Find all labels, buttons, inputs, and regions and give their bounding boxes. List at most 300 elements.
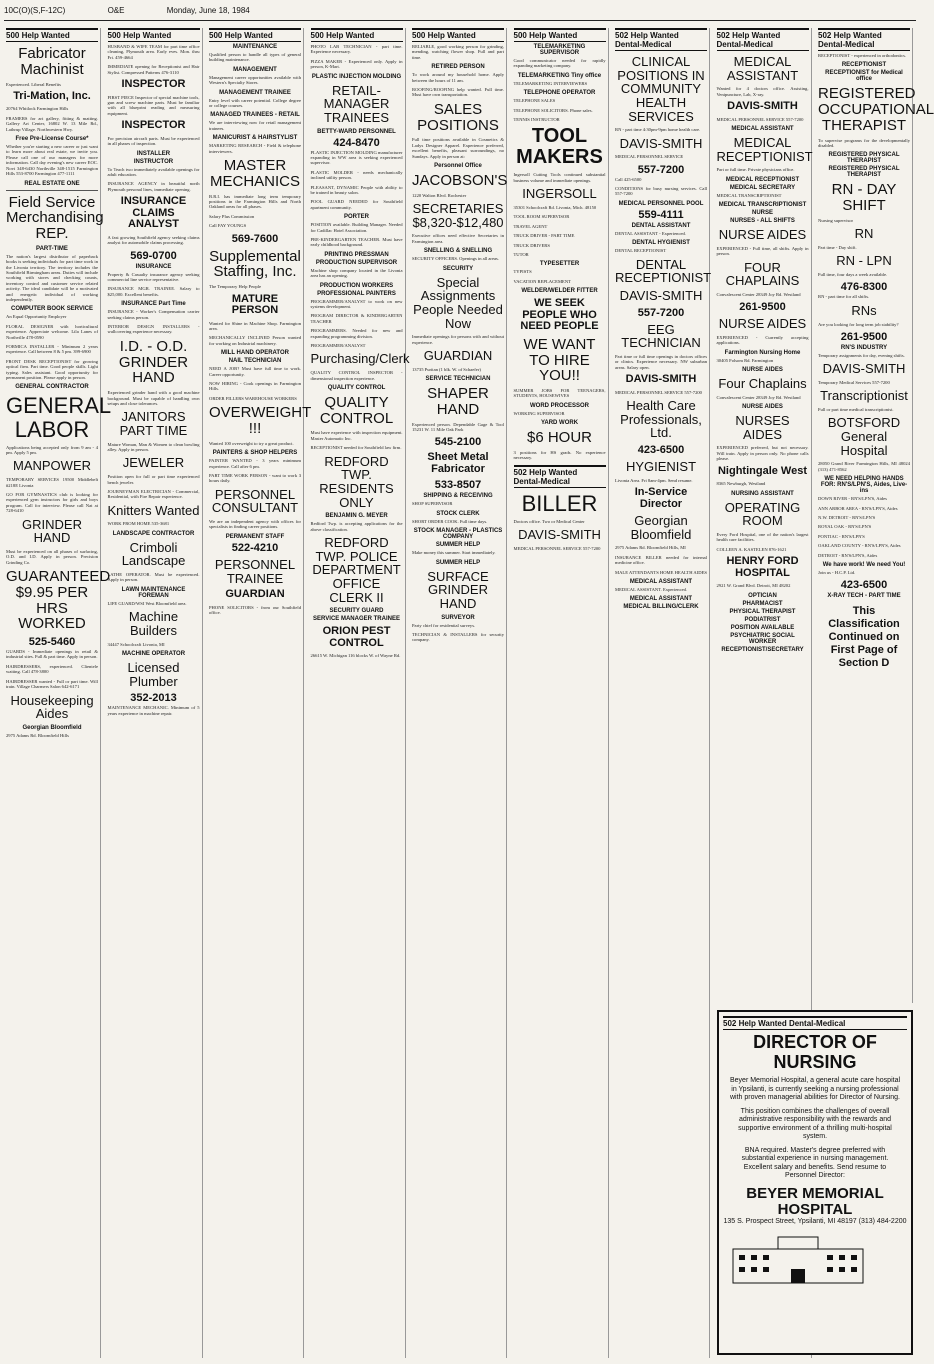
display-ad-heading: REGISTERED OCCUPATIONAL THERAPIST — [818, 85, 934, 134]
ad-text: We are interviewing now for retail management trainees. — [209, 120, 301, 131]
ad-text: HAIRDRESSER wanted - Full or part time. Will train. Village Charmers Salon 642-6171 — [6, 678, 98, 690]
ad-text: SHOP SUPERVISOR — [412, 501, 453, 507]
ad-text: Call FAY YOUNGS — [209, 223, 247, 229]
ad-text: WORKING SUPERVISOR — [513, 410, 565, 416]
phone-number: 569-0700 — [130, 249, 177, 262]
ad-text: Every Ford Hospital, one of the nation's largest health care facilities. — [716, 531, 809, 543]
ad-text: INSURANCE AGENCY in beautiful north Plymouth personal lines, immediate opening. — [107, 181, 200, 192]
ad-text: Part time or full time openings in doctors offices or clinics. Experience necessary. NW suburban areas. Salary open. — [615, 353, 707, 370]
ad-caption: Georgian Bloomfield — [22, 724, 82, 731]
display-ad-heading: BOTSFORD General Hospital — [827, 415, 901, 458]
ad-text: INTERIOR DESIGN INSTALLERS - wallcovering experience necessary. — [107, 324, 200, 335]
ad-text: Management career opportunities available with Western's Specialty Stores. — [209, 74, 301, 86]
ad-text: 2975 Adams Rd. Bloomfield Hills — [6, 732, 69, 738]
display-ad-heading: MATURE PERSON — [231, 292, 279, 317]
ad-text: PHONE SOLICITORS - from our Southfield office. — [209, 604, 301, 616]
ad-body-2: This position combines the challenges of overall administrative responsibility with the rewards and supportive environment of a thrilling multi-hospital system. — [738, 1107, 892, 1140]
display-ad-heading: Sheet Metal Fabricator — [427, 451, 489, 475]
display-ad-heading: RN - DAY SHIFT — [831, 181, 897, 215]
ad-text: 1220 Walton Blvd. Rochester — [412, 192, 467, 198]
ad-text: 8365 Newburgh, Westland — [716, 481, 766, 487]
display-ad-heading: Four Chaplains — [718, 376, 807, 392]
ad-text: Livonia Area. Fri 8am-4pm. Send resume. — [615, 477, 693, 483]
ad-text: TENNIS INSTRUCTOR — [513, 117, 560, 123]
column-c2 — [106, 28, 203, 1358]
ad-text: The nation's largest distributor of paperback books is seeking individuals for part time work in the Livonia territory. The territory includes the Southfield Birmingham areas. Duties will include working with stores and checking counts, inventory control and customer service related activity. The ideal candidate will be a motivated and energetic individual of working independently. — [6, 253, 98, 303]
ad-caption: PSYCHIATRIC SOCIAL WORKER — [730, 632, 795, 645]
ad-text: Are you looking for long term job stability? — [818, 321, 899, 327]
section-header: 502 Help Wanted Dental-Medical — [818, 28, 910, 51]
ad-caption: PRODUCTION WORKERS — [319, 282, 394, 289]
ad-text: MARKETING RESEARCH - Field & telephone interviewers. — [209, 143, 301, 154]
ad-text: Call 425-6500 — [615, 176, 642, 182]
ad-caption: Personnel Office — [434, 162, 482, 169]
display-ad-heading: INGERSOLL — [522, 186, 597, 202]
ad-text: TYPISTS — [513, 269, 532, 275]
ad-caption: LAWN MAINTENANCE FOREMAN — [121, 586, 186, 599]
ad-text: EXPERIENCED preferred, but not necessary. Will train. Apply in person only. No phone calls please. — [716, 445, 809, 462]
ad-text: Experienced person. Dependable Gage & Tool 15231 W. 11 Mile Oak Park — [412, 421, 504, 432]
ad-caption: NURSE AIDES — [742, 367, 783, 374]
ad-text: PIZZA MAKER - Experienced only. Apply in person, K-Mart. — [310, 58, 403, 70]
display-ad-heading: Fabricator Machinist — [18, 45, 86, 78]
ad-text: POSITION available. Building Manager. Needed for Cadillac Hotel Association. — [310, 222, 403, 233]
display-ad-heading: Machine Builders — [128, 609, 179, 638]
ad-caption: RN'S INDUSTRY — [840, 344, 888, 351]
ad-text: Full time positions available in Cosmetics & Ladys Designer Apparel. Experience preferred, excellent benefits, pleasant surroundings, no Sundays. Apply in person at: — [412, 137, 504, 159]
display-ad-heading: DAVIS-SMITH — [822, 361, 906, 377]
ad-text: RECEPTIONIST needed for Southfield law firm. — [310, 445, 402, 451]
ad-text: TOOL ROOM SUPERVISOR — [513, 214, 570, 220]
display-ad-heading: Tri-Mation, Inc. — [13, 89, 91, 102]
display-ad-heading: SHAPER HAND — [427, 385, 489, 418]
display-ad-heading: SALES POSITIONS — [417, 100, 499, 134]
ad-caption: STOCK MANAGER - PLASTICS COMPANY — [413, 528, 503, 541]
ad-caption: RECEPTIONIST/SECRETARY — [721, 646, 804, 653]
ad-caption: POSITION AVAILABLE — [730, 624, 795, 631]
ad-text: FRONT DESK RECEPTIONIST for growing optical firm. Part time. Good people skills. Light typing. Sales assistant. Good opportunity for permanent position. Please apply in person. — [6, 358, 98, 381]
column-c6 — [512, 28, 609, 1358]
ad-caption: MACHINE OPERATOR — [121, 650, 186, 657]
ad-caption: WORD PROCESSOR — [529, 402, 589, 409]
ad-text: Full or part time medical transcriptionist. — [818, 407, 894, 413]
display-ad-heading: SECRETARIES $8,320-$12,480 — [412, 201, 504, 230]
ad-caption: MANAGEMENT TRAINEE — [219, 89, 291, 96]
ad-caption: MEDICAL ASSISTANT — [731, 126, 794, 133]
ad-text: MEDICAL PERSONNEL SERVICE 557-7200 — [615, 389, 702, 395]
ad-text: OAKLAND COUNTY - RN'S/LPN'S, Aides — [818, 543, 901, 549]
display-ad-heading: GUARDIAN — [423, 348, 493, 363]
ad-text: DETROIT - RN'S/LPN'S, Aides — [818, 552, 878, 558]
ad-text: Immediate openings for persons with and without experience. — [412, 334, 504, 345]
ad-caption: SUMMER HELP — [435, 542, 481, 549]
phone-number: 557-7200 — [637, 163, 685, 176]
ad-text: GUARDS - Immediate openings in retail & industrial sites. Full & part time. Apply in person. — [6, 649, 98, 660]
section-header: 500 Help Wanted — [108, 28, 200, 42]
ad-text: PLEASANT, DYNAMIC People with ability to be trained in beauty salon. — [310, 184, 403, 195]
ad-text: Wanted for 4 doctors office. Assisting, Venipuncture, Lab, X-ray. — [716, 86, 809, 97]
display-ad-heading: DAVIS-SMITH — [619, 287, 703, 303]
ad-text: SECURITY OFFICERS. Openings in all areas. — [412, 256, 499, 262]
ad-caption: BENJAMIN G. MEYER — [325, 513, 388, 520]
ad-text: 2975 Adams Rd. Bloomfield Hills, MI — [615, 545, 686, 551]
ad-text: DOWN RIVER - RN'S/LPN'S, Aides — [818, 496, 887, 502]
display-ad-heading: ORION PEST CONTROL — [322, 625, 391, 649]
ad-caption: SURVEYOR — [441, 614, 475, 621]
section-header: 500 Help Wanted — [6, 28, 98, 42]
ad-caption: SNELLING & SNELLING — [423, 248, 493, 255]
column-c9 — [816, 28, 934, 1003]
ad-caption: MEDICAL SECRETARY — [729, 184, 796, 191]
ad-caption: TELEMARKETING Tiny office — [517, 72, 602, 79]
display-ad-heading: OPERATING ROOM — [724, 499, 801, 529]
ad-text: TRUCK DRIVER - PART TIME — [513, 233, 575, 239]
ad-text: Must be experienced on all phases of surfacing, O.D. and I.D. Apply in person. Precision Grinding Co. — [6, 548, 98, 565]
ad-caption: RECEPTIONIST — [841, 62, 887, 69]
ad-text: Mature Woman, Man & Women to clean bowling alley. Apply in person. — [107, 441, 200, 453]
ad-text: MEDICAL PERSONNEL SERVICE 557-7200 — [513, 545, 601, 551]
section-header: 502 Help Wanted Dental-Medical — [723, 1016, 907, 1030]
section-header: 502 Help Wanted Dental-Medical — [717, 28, 809, 51]
phone-number: 525-5460 — [28, 636, 76, 649]
display-ad-heading: FOUR CHAPLAINS — [725, 259, 800, 289]
ad-text: To supervise programs for the developmentally disabled. — [818, 137, 910, 149]
ad-text: GO FOR GYMNASTICS club is looking for experienced gym instructors for girls and boys program. Call for interview. Please call Nat at 728-6410 — [6, 491, 98, 514]
ad-text: VACATION REPLACEMENT — [513, 278, 571, 284]
display-ad-heading: Knitters Wanted — [107, 502, 200, 518]
ad-text: 13735 Puritan (1 blk. W. of Schaefer) — [412, 366, 481, 372]
display-ad-heading: RN - LPN — [836, 253, 892, 269]
ad-caption: NURSE AIDES — [742, 404, 783, 411]
display-ad-heading: INSPECTOR — [121, 119, 186, 132]
display-ad-heading: HYGIENIST — [625, 458, 697, 474]
display-ad-heading: JACOBSON'S — [412, 171, 508, 189]
column-c7 — [613, 28, 710, 1358]
divider — [6, 190, 98, 191]
ad-text: ROYAL OAK - RN'S/LPN'S — [818, 524, 872, 530]
ad-text: NOW HIRING - Cook openings in Farmington Hills. — [209, 381, 301, 392]
ad-text: MECHANICALLY INCLINED Person wanted for working on Industrial machinery. — [209, 335, 301, 346]
display-ad-heading: Special Assignments People Needed Now — [413, 274, 503, 331]
issue-date: Monday, June 18, 1984 — [166, 6, 250, 15]
ad-text: IMMEDIATE opening for Receptionist and Hair Stylist. Compressed Patterns 476-3110 — [107, 64, 200, 75]
ad-text: ROOFING/ROOFING help wanted. Full time. Must have own transportation. — [412, 87, 504, 98]
ad-text: DENTAL ASSISTANT - Experienced. — [615, 230, 686, 236]
display-ad-heading: Georgian Bloomfield — [630, 513, 692, 542]
phone-number: 476-8300 — [840, 281, 888, 294]
ad-text: 26615 W. Michigan 116 blocks W. of Wayne Rd. — [310, 653, 401, 659]
display-ad-heading: CLINICAL POSITIONS IN COMMUNITY HEALTH SERVICES — [617, 54, 705, 124]
ad-caption: Free Pre-License Course* — [15, 136, 89, 143]
ad-caption: MEDICAL PERSONNEL POOL — [618, 200, 704, 207]
display-ad-heading: Housekeeping Aides — [10, 692, 94, 722]
phone-number: 423-6500 — [840, 579, 888, 592]
display-ad-heading: MANPOWER — [13, 458, 91, 474]
ad-text: Temporary assignments for day, evening shifts. — [818, 352, 905, 358]
ad-text: 30405 Folsom Rd. Farmington — [716, 357, 774, 363]
ad-caption: TELEPHONE OPERATOR — [523, 90, 596, 97]
display-ad-heading: Transcriptionist — [820, 388, 908, 404]
ad-text: TRAVEL AGENT — [513, 223, 548, 229]
paper-name: O&E — [107, 6, 125, 15]
ad-caption: MANAGED TRAINEES - RETAIL — [210, 112, 300, 119]
display-ad-heading: NURSE AIDES — [718, 227, 807, 243]
phone-number: 559-4111 — [638, 208, 684, 221]
ad-caption: YARD WORK — [540, 420, 579, 427]
ad-text: EXPERIENCED - Full time, all shifts. Apply in person. — [716, 245, 809, 257]
ad-caption: BETTY-WARD PERSONNEL — [317, 128, 396, 135]
ad-text: FIRST PIECE Inspector of special machine tools, gun and screw machine parts. Must be familiar with all blueprint reading and measuring equipment. — [107, 94, 200, 116]
ad-text: 28050 Grand River Farmington Hills, MI 48024 (313) 471-8562 — [818, 461, 910, 472]
ad-text: SHORT ORDER COOK. Full time days. — [412, 518, 488, 524]
ad-text: A fast growing Southfield agency seeking claims analyst for automobile claims processing. — [107, 234, 200, 246]
column-c3 — [207, 28, 312, 1358]
ad-text: Convalescent Center 28349 Joy Rd. Westland — [716, 291, 801, 297]
ad-caption: TELEMARKETING SUPERVISOR — [533, 44, 586, 56]
ad-caption: WELDER/WELDER FITTER — [521, 288, 598, 295]
column-c4 — [309, 28, 410, 1358]
ad-caption: PHYSICAL THERAPIST — [729, 608, 796, 615]
ad-text: MAINTENANCE MECHANIC. Minimum of 5 years experience in machine repair. — [107, 705, 200, 716]
display-ad-heading: In-Service Director — [634, 486, 688, 510]
ad-caption: INSURANCE — [135, 263, 172, 270]
ad-text: INSURANCE MGR. TRAINEE. Salary to $25,000. Excellent benefits. — [107, 286, 200, 297]
display-ad-heading: REDFORD TWP. RESIDENTS ONLY — [319, 453, 394, 510]
display-ad-heading: Crimboli Landscape — [121, 539, 186, 569]
ad-caption: SERVICE MANAGER TRAINEE — [313, 616, 400, 623]
ad-text: The Temporary Help People — [209, 284, 262, 290]
ad-text: Good communicator needed for rapidly expanding marketing company. — [513, 58, 606, 69]
ad-text: HAIRDRESSERS, experienced. Clientele waiting. Call 478-3800 — [6, 663, 98, 675]
section-header: 500 Help Wanted — [311, 28, 403, 42]
ad-caption: OPTICIAN — [748, 592, 777, 599]
ad-text: N.W. DETROIT - RN'S/LPN'S — [818, 514, 876, 520]
hospital-name: BEYER MEMORIAL HOSPITAL — [746, 1184, 884, 1218]
column-c1 — [4, 28, 112, 1358]
ad-text: EXPERIENCED - Currently accepting applications. — [716, 334, 809, 346]
ad-caption: X-RAY TECH - PART TIME — [827, 593, 901, 600]
hospital-building-illustration — [723, 1231, 873, 1287]
section-header: 500 Help Wanted — [514, 28, 606, 42]
ad-caption: MEDICAL TRANSCRIPTIONIST — [718, 202, 807, 209]
ad-text: MEDICAL PERSONNEL SERVICE — [615, 154, 684, 160]
ad-caption: MANICURIST & HAIRSTYLIST — [212, 135, 298, 142]
display-ad-heading: NURSES AIDES — [735, 413, 790, 442]
ad-text: PROGRAMMER/ANALYST to work on new systems development. — [310, 298, 403, 310]
phone-number: 533-8507 — [434, 479, 482, 492]
ad-text: TELEPHONE SOLICITORS. Phone sales. — [513, 107, 593, 113]
display-ad-heading: $6 HOUR — [526, 429, 593, 447]
display-ad-heading: Supplemental Staffing, Inc. — [209, 247, 301, 281]
ad-text: POOL GUARD NEEDED for Southfield apartment community. — [310, 199, 403, 210]
display-ad-heading: Purchasing/Clerk — [310, 351, 410, 367]
display-ad-heading: DAVIS-SMITH — [518, 527, 601, 543]
ad-text: Party chief for residential surveys. — [412, 622, 476, 628]
ad-caption: SERVICE TECHNICIAN — [425, 376, 491, 383]
display-ad-heading: DAVIS-SMITH — [619, 135, 703, 151]
ad-caption: LANDSCAPE CONTRACTOR — [112, 530, 195, 537]
ad-text: PART TIME WORK PERSON - want to work 3 hours daily. — [209, 472, 301, 484]
display-ad-heading: HENRY FORD HOSPITAL — [726, 555, 799, 579]
ad-caption: PHARMACIST — [742, 600, 783, 607]
ad-text: Doctors office. Two or Medical Center — [513, 518, 585, 524]
ad-caption: REGISTERED PHYSICAL THERAPIST — [828, 166, 900, 179]
masthead — [4, 6, 916, 21]
ad-text: LIFE GUARD/WSI West Bloomfield area. — [107, 600, 187, 606]
display-ad-heading: DAVIS-SMITH — [625, 373, 697, 386]
display-ad-heading: WE WANT TO HIRE YOU!! — [523, 335, 596, 385]
phone-number: 352-2013 — [130, 692, 177, 705]
ad-caption: DENTAL ASSISTANT — [631, 222, 691, 229]
ad-body-1: Beyer Memorial Hospital, a general acute care hospital in Ypsilanti, is currently seeking a nursing professional with proven managerial abilities for Director of Nursing. — [729, 1077, 901, 1101]
ad-text: 35301 Schoolcraft Rd. Livonia, Mich. 48150 — [513, 204, 597, 210]
ad-text: PROGRAMMERS. Needed for new and expanding programming division. — [310, 328, 403, 339]
display-ad-heading: MEDICAL ASSISTANT — [726, 54, 799, 83]
display-ad-heading: MEDICAL RECEPTIONIST — [716, 135, 813, 164]
ad-text: FORMICA INSTALLER - Minimum 2 years experience. Call between 8 & 5 pm. 399-6900 — [6, 344, 98, 355]
ad-text: RN - part time for all shifts. — [818, 294, 870, 300]
ad-text: MEDICAL PERSONNEL SERVICE 557-7200 — [716, 116, 804, 122]
display-ad-heading: GENERAL LABOR — [6, 393, 112, 442]
display-ad-heading: OVERWEIGHT !!! — [209, 404, 312, 437]
ad-caption: DENTAL HYGIENIST — [632, 240, 690, 247]
ad-text: Nursing supervisor — [818, 217, 854, 223]
section-header: 500 Help Wanted — [209, 28, 301, 42]
ad-caption: PROFESSIONAL PAINTERS — [317, 290, 396, 297]
display-ad-heading: EEG TECHNICIAN — [621, 321, 701, 351]
display-ad-heading: Nightingale West — [717, 464, 808, 477]
ad-caption: NURSES - ALL SHIFTS — [730, 218, 795, 225]
display-ad-heading: SURFACE GRINDER HAND — [427, 568, 489, 611]
ad-text: INSURANCE - Worker's Compensation carrier seeking claims person. — [107, 309, 200, 320]
ad-caption: We have work! We need You! — [822, 562, 906, 568]
column-c5 — [410, 28, 507, 1358]
ad-caption: PORTER — [343, 214, 369, 221]
ad-text: Convalescent Center 28349 Joy Rd. Westland — [716, 394, 801, 400]
ad-caption: SUMMER HELP — [435, 559, 481, 566]
ad-text: 34447 Schoolcraft Livonia, MI — [107, 641, 165, 647]
display-ad-heading: NURSE AIDES — [718, 316, 807, 332]
ad-text: RN - part time 4:30pm-9pm home health care. — [615, 127, 701, 133]
ad-text: TELEMARKETING INTERVIEWERS — [513, 80, 588, 86]
ad-text: PONTIAC - RN'S/LPN'S — [818, 533, 865, 539]
ad-text: Part or full time. Private physicians office. — [716, 167, 795, 173]
ad-text: TUTOR — [513, 251, 529, 257]
ad-text: To work around my household home. Apply between the hours of 11 am. — [412, 72, 504, 83]
display-ad-heading: MASTER MECHANICS — [209, 157, 300, 190]
ad-text: MALE ATTENDANTS HOME HEALTH AIDES — [615, 569, 707, 575]
ad-caption: NAIL TECHNICIAN — [228, 358, 282, 365]
display-ad-heading: RNs — [851, 302, 877, 318]
ad-caption: MEDICAL ASSISTANT — [629, 579, 693, 586]
ad-text: MEDICAL TRANSCRIPTIONIST — [716, 192, 782, 198]
ad-text: 20764 Whitlock Farmington Hills — [6, 106, 69, 112]
phone-number: 569-7600 — [231, 232, 279, 245]
ad-caption: PODIATRIST — [744, 616, 781, 623]
phone-number: 423-6500 — [637, 443, 685, 456]
ad-text: TECHNICIAN & INSTALLERS for security company. — [412, 632, 504, 643]
ad-text: PLASTIC MOLDER - needs mechanically inclined utility person. — [310, 169, 403, 181]
ad-caption: INSTRUCTOR — [133, 158, 174, 165]
ad-text: SUMMER JOBS FOR TEENAGERS, STUDENTS, HOUSEWIVES — [513, 388, 606, 399]
ad-caption: INSURANCE Part Time — [121, 301, 186, 308]
ad-caption: PRINTING PRESSMAN — [324, 251, 389, 258]
phone-number: 522-4210 — [231, 541, 279, 554]
ad-text: We are an independent agency with offices for specialists in finding career positions. — [209, 519, 301, 530]
ad-text: NEED A JOB? Must have full time to work. Career opportunity. — [209, 366, 301, 377]
phone-number: 545-2100 — [434, 436, 482, 449]
display-ad-heading: Health Care Professionals, Ltd. — [620, 398, 702, 441]
display-ad-heading: I.D. - O.D. GRINDER HAND — [118, 337, 189, 387]
display-ad-heading: JEWELER — [122, 455, 185, 471]
ad-text: Position open for full or part time experienced bench jeweler. — [107, 474, 200, 485]
ad-caption: MEDICAL BILLING/CLERK — [623, 604, 699, 611]
ad-caption: PLASTIC INJECTION MOLDING — [311, 73, 402, 80]
ad-caption: MANAGEMENT — [233, 66, 277, 73]
ad-caption: PAINTERS & SHOP HELPERS — [212, 450, 298, 457]
hospital-address: 135 S. Prospect Street, Ypsilanti, MI 48197 (313) 484-2200 — [723, 1217, 907, 1225]
ad-caption: SECURITY — [442, 265, 474, 272]
ad-caption: GENERAL CONTRACTOR — [15, 384, 89, 391]
ad-text: Experienced. Liberal Benefits — [6, 81, 61, 87]
phone-number: 261-9500 — [840, 330, 888, 343]
ad-caption: COMPUTER BOOK SERVICE — [11, 306, 93, 313]
ad-caption: TYPESETTER — [539, 261, 580, 268]
ad-title: DIRECTOR OF NURSING — [753, 1032, 877, 1072]
ad-text: QUALITY CONTROL INSPECTOR - dimensional inspection experience. — [310, 370, 403, 381]
display-ad-heading: INSURANCE CLAIMS ANALYST — [120, 195, 187, 231]
section-header: 502 Help Wanted Dental-Medical — [514, 465, 606, 488]
display-ad-heading: INSPECTOR — [121, 78, 186, 91]
ad-text: Must have experience with inspection equipment. Master Automatic Inc. — [310, 430, 403, 441]
display-ad-heading: TOOL MAKERS — [516, 125, 603, 169]
display-ad-heading: Field Service Merchandising REP. — [6, 193, 104, 243]
ad-text: Property & Casualty insurance agency seeking commercial line service representative. — [107, 271, 200, 283]
ad-text: PLASTIC INJECTION MOLDING manufacturer expanding in WW area is seeking experienced supervisor. — [310, 149, 403, 166]
ad-text: COLLEEN A. KASTELEN 876-1621 — [716, 546, 787, 552]
ad-caption: PRODUCTION SUPERVISOR — [315, 259, 398, 266]
ad-text: Executive offices need effective Secretaries in Farmington area. — [412, 233, 504, 244]
display-ad-heading: GUARDIAN — [225, 588, 285, 601]
display-ad-heading: DENTAL RECEPTIONIST — [615, 256, 712, 286]
ad-text: PRE-KINDERGARTEN TEACHER. Must have early childhood background. — [310, 237, 403, 248]
ad-caption: MILL HAND OPERATOR — [220, 350, 289, 357]
ad-text: LATHE OPERATOR. Must be experienced. Apply in person. — [107, 572, 200, 583]
display-ad-heading: QUALITY CONTROL — [319, 393, 394, 427]
ad-caption: RETIRED PERSON — [431, 64, 485, 71]
ad-text: INSURANCE BILLER needed for internal medicine office. — [615, 554, 707, 566]
ad-text: Whether you're starting a new career or just want to learn more about real estate, we invite you. Please call one of our managers for more information. Call day evening's new career EOC. Novi 348-6430 Northville 348-1515 Farmington Hills 553-8700 Farmington 477-1111 — [6, 144, 98, 177]
phone-number: 261-9500 — [739, 301, 786, 314]
ad-text: Wanted for Shine in Machine Shop. Farmington area. — [209, 320, 301, 331]
ad-text: MEDICAL ASSISTANT. Experienced. — [615, 587, 688, 593]
ad-caption: NURSING ASSISTANT — [731, 490, 794, 497]
ad-text: Applications being accepted only from 9 am - 4 pm. Apply 5 pm. — [6, 444, 98, 456]
ad-caption: MEDICAL ASSISTANT — [629, 596, 693, 603]
ad-caption: PERMANENT STAFF — [225, 533, 285, 540]
ad-text: PROGRAM DIRECTOR & KINDERGARTEN TEACHER — [310, 313, 403, 324]
ad-caption: MEDICAL RECEPTIONIST — [725, 176, 800, 183]
ad-caption: Farmington Nursing Home — [724, 349, 801, 356]
ad-text: WORK FROM HOME 535-3681 — [107, 521, 170, 527]
ad-caption: REGISTERED PHYSICAL THERAPIST — [828, 152, 900, 165]
ad-text: JOURNEYMAN ELECTRICIAN - Commercial, Residential, with Fire Repair experience. — [107, 488, 200, 500]
display-ad-heading: JANITORS PART TIME — [119, 409, 188, 438]
ad-text: To Teach two immediately available openings for adult education. — [107, 166, 200, 177]
ad-text: Join us - H.C.P. Ltd. — [818, 570, 856, 575]
ad-text: ANN ARBOR AREA - RN'S/LPN'S, Aides — [818, 505, 898, 511]
ad-text: PROGRAMMER/ANALYST — [310, 343, 366, 349]
